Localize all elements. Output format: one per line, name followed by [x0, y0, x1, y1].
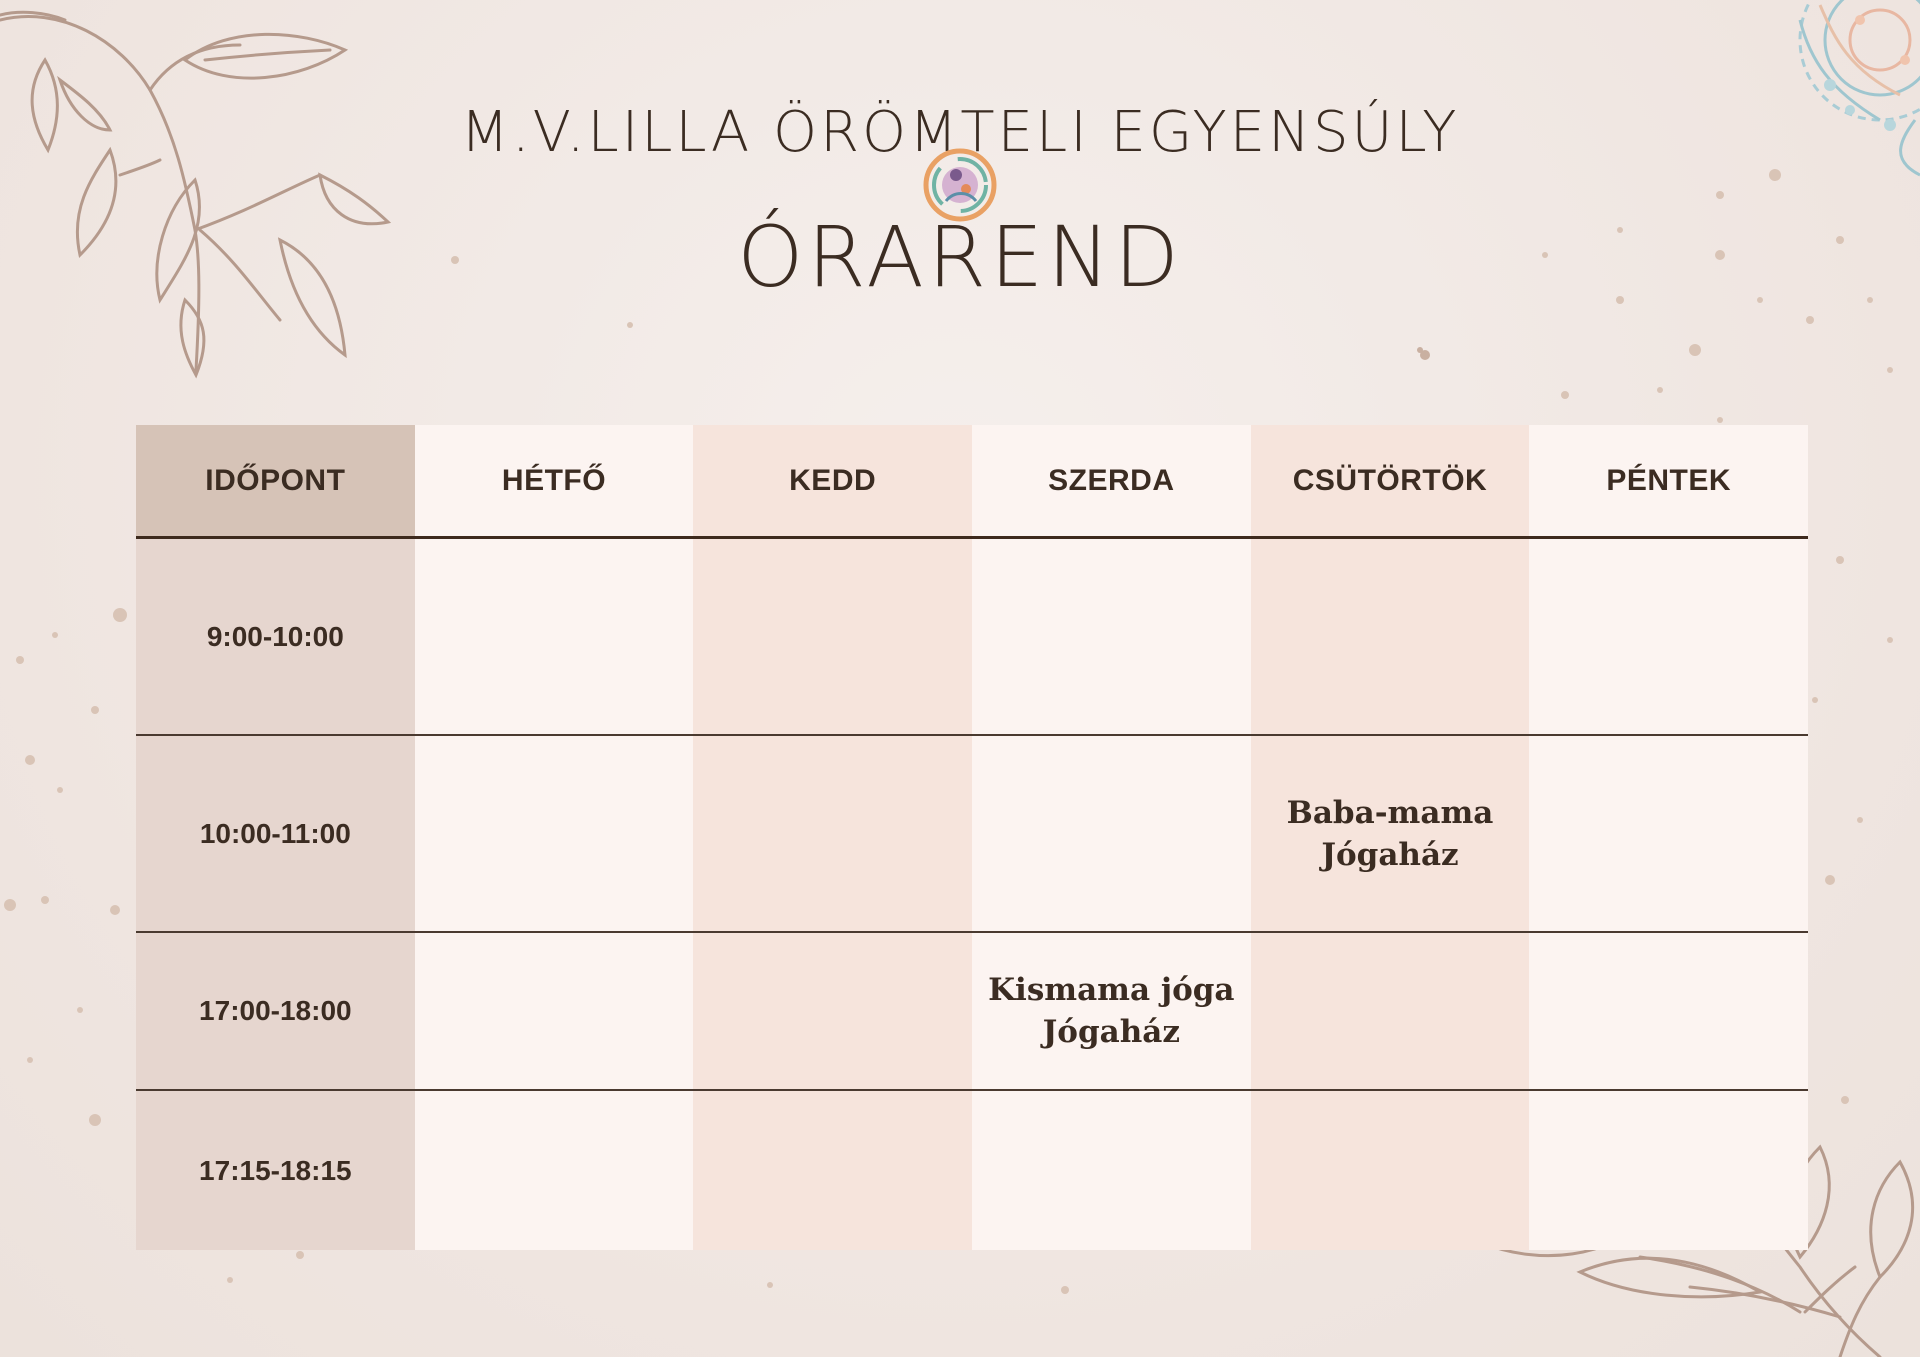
schedule-cell — [415, 1091, 694, 1250]
schedule-cell — [1251, 1091, 1530, 1250]
schedule-cell — [1529, 1091, 1808, 1250]
schedule-cell — [415, 539, 694, 736]
page-title: ÓRAREND — [737, 208, 1183, 306]
column-header-wednesday: SZERDA — [972, 425, 1251, 539]
time-slot: 17:00-18:00 — [136, 933, 415, 1091]
time-slot: 17:15-18:15 — [136, 1091, 415, 1250]
timetable — [136, 425, 1808, 1250]
schedule-cell — [1529, 539, 1808, 736]
schedule-cell — [693, 933, 972, 1091]
schedule-cell-class: Baba-mama Jógaház — [1251, 736, 1530, 933]
schedule-cell-class: Kismama jóga Jógaház — [972, 933, 1251, 1091]
schedule-cell — [1251, 539, 1530, 736]
schedule-cell — [1529, 736, 1808, 933]
column-header-tuesday: KEDD — [693, 425, 972, 539]
column-header-time: IDŐPONT — [136, 425, 415, 539]
schedule-cell — [415, 736, 694, 933]
leaf-branch-icon — [0, 0, 420, 400]
schedule-cell — [972, 1091, 1251, 1250]
schedule-cell — [972, 736, 1251, 933]
schedule-cell — [693, 539, 972, 736]
schedule-cell — [415, 933, 694, 1091]
schedule-cell — [1529, 933, 1808, 1091]
time-slot: 9:00-10:00 — [136, 539, 415, 736]
subtitle: M.V.LILLA ÖRÖMTELI EGYENSÚLY — [460, 100, 1460, 165]
column-header-friday: PÉNTEK — [1529, 425, 1808, 539]
column-header-monday: HÉTFŐ — [415, 425, 694, 539]
schedule-cell — [693, 736, 972, 933]
column-header-thursday: CSÜTÖRTÖK — [1251, 425, 1530, 539]
schedule-cell — [1251, 933, 1530, 1091]
time-slot: 10:00-11:00 — [136, 736, 415, 933]
schedule-cell — [972, 539, 1251, 736]
schedule-cell — [693, 1091, 972, 1250]
